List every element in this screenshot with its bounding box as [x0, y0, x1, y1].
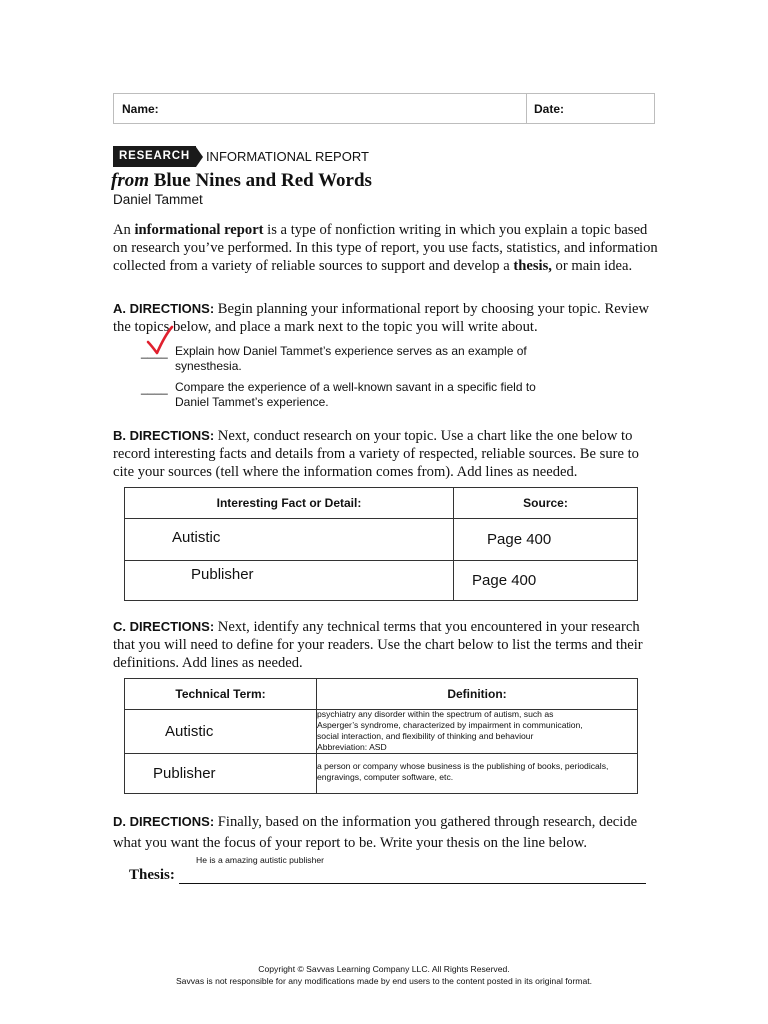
- topic-option-2[interactable]: [175, 380, 536, 410]
- section-c-text: Next, identify any technical terms that you encountered in your research that you will need to define for your readers. Use the chart below to list the terms and their definitions. Add lines as needed.: [113, 619, 643, 672]
- topic-option-1-line1: Explain how Daniel Tammet’s experience serves as an example of: [175, 344, 527, 358]
- definition-line: social interaction, and flexibility of thinking and behaviour: [317, 731, 534, 741]
- terms-table-header: [125, 679, 638, 710]
- research-badge: RESEARCH: [113, 146, 196, 167]
- intro-term: informational report: [134, 222, 264, 238]
- date-label: Date:: [534, 102, 565, 116]
- topic-option-1[interactable]: [175, 344, 527, 374]
- definition-line: Abbreviation: ASD: [317, 742, 387, 752]
- term-column-header: Technical Term:: [125, 679, 317, 710]
- term-cell[interactable]: [125, 710, 317, 754]
- section-b-letter: B.: [113, 428, 126, 443]
- section-a-directions: [113, 300, 658, 336]
- definition-line: a person or company whose business is the publishing of books, periodicals,: [317, 761, 609, 771]
- definition-cell[interactable]: [317, 754, 638, 794]
- definition-line: Asperger’s syndrome, characterized by impairment in communication,: [317, 720, 583, 730]
- term-value: Autistic: [165, 722, 214, 740]
- copyright-line: Copyright © Savvas Learning Company LLC. All Rights Reserved.: [258, 964, 510, 974]
- source-column-header: Source:: [454, 488, 638, 519]
- section-a-letter: A.: [113, 301, 126, 316]
- topic-option-2-line1: Compare the experience of a well-known savant in a specific field to: [175, 380, 536, 394]
- intro-text-3: or main idea.: [551, 258, 633, 275]
- name-date-divider: [526, 94, 527, 123]
- arrow-icon: [196, 147, 203, 167]
- table-row: [125, 754, 638, 794]
- section-d-label: DIRECTIONS:: [129, 814, 215, 829]
- title-work: Blue Nines and Red Words: [153, 170, 372, 191]
- name-label: Name:: [122, 102, 159, 116]
- topic-option-1-line2: synesthesia.: [175, 359, 242, 373]
- terms-table: [124, 678, 638, 794]
- table-row: [125, 710, 638, 754]
- definition-line: engravings, computer software, etc.: [317, 772, 454, 782]
- intro-text-1: An: [113, 222, 135, 238]
- source-value: Page 400: [487, 530, 552, 548]
- definition-text: [317, 761, 637, 783]
- section-d-text: Finally, based on the information you gathered through research, decide what you want the focus of your report to be. Write your thesis on the line below.: [113, 814, 638, 851]
- fact-column-header: Interesting Fact or Detail:: [125, 488, 454, 519]
- thesis-answer[interactable]: He is a amazing autistic publisher: [196, 855, 325, 865]
- section-c-directions: [113, 618, 653, 673]
- definition-cell[interactable]: [317, 710, 638, 754]
- fact-value: Autistic: [172, 528, 221, 546]
- topic-option-2-line2: Daniel Tammet’s experience.: [175, 395, 329, 409]
- title-from: from: [111, 170, 149, 191]
- definition-line: psychiatry any disorder within the spectrum of autism, such as: [317, 709, 554, 719]
- report-type: INFORMATIONAL REPORT: [205, 149, 369, 164]
- author: Daniel Tammet: [113, 192, 203, 207]
- intro-text-2: is a type of nonfiction writing in which you explain a topic based on research you’ve performed. In this type of report, you use facts, statistics, and information collected from a variety of reliable sources to support and develop a: [113, 222, 658, 275]
- table-row: [125, 561, 638, 601]
- research-table: [124, 487, 638, 601]
- worksheet-title: [111, 170, 372, 192]
- section-b-text: Next, conduct research on your topic. Use a chart like the one below to record interesting facts and details from a variety of respected, reliable sources. Be sure to cite your sources (tell where the information comes from). Add lines as needed.: [113, 428, 639, 481]
- fact-value: Publisher: [191, 565, 254, 583]
- section-a-label: DIRECTIONS:: [129, 301, 215, 316]
- table-row: [125, 519, 638, 561]
- section-c-letter: C.: [113, 619, 126, 634]
- term-cell[interactable]: [125, 754, 317, 794]
- fact-cell[interactable]: [125, 561, 454, 601]
- section-b-label: DIRECTIONS:: [129, 428, 215, 443]
- option-1-blank[interactable]: ____: [141, 345, 168, 359]
- source-cell[interactable]: [454, 561, 638, 601]
- intro-thesis-word: thesis,: [513, 258, 552, 275]
- option-2-blank[interactable]: ____: [141, 381, 168, 395]
- section-c-label: DIRECTIONS:: [129, 619, 215, 634]
- thesis-line[interactable]: [179, 883, 646, 884]
- term-value: Publisher: [153, 764, 216, 782]
- source-cell[interactable]: [454, 519, 638, 561]
- fact-cell[interactable]: [125, 519, 454, 561]
- section-d-letter: D.: [113, 814, 126, 829]
- section-b-directions: [113, 427, 650, 482]
- disclaimer-line: Savvas is not responsible for any modifications made by end users to the content posted in its original format.: [175, 976, 593, 986]
- intro-paragraph: [113, 221, 658, 276]
- research-table-header: [125, 488, 638, 519]
- section-a-text: Begin planning your informational report by choosing your topic. Review the topics below, and place a mark next to the topic you will write about.: [113, 301, 650, 336]
- thesis-label: Thesis:: [129, 867, 175, 883]
- name-date-box: [113, 93, 655, 124]
- definition-text: [317, 709, 637, 753]
- source-value: Page 400: [472, 571, 537, 589]
- research-tag: [113, 146, 369, 167]
- section-d-directions: [113, 811, 653, 854]
- definition-column-header: Definition:: [317, 679, 638, 710]
